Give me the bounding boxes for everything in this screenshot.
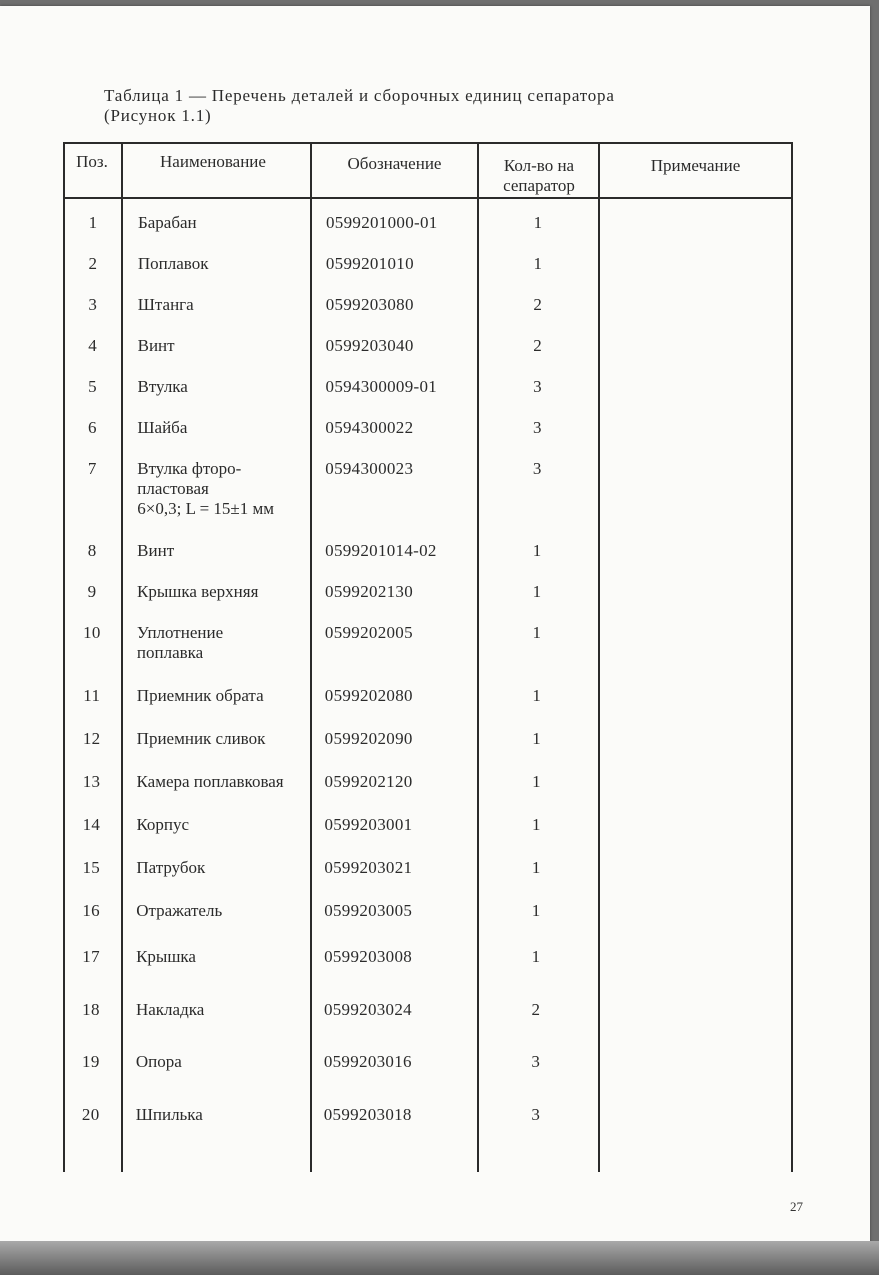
table-caption: [104, 86, 615, 126]
row-qty: 1: [531, 858, 541, 877]
table-right-border: [791, 142, 793, 1172]
row-name: Патрубок: [136, 858, 206, 877]
row-qty: 1: [532, 582, 542, 601]
row-pos: 4: [88, 336, 98, 355]
row-designation: 0599203021: [324, 858, 413, 877]
row-qty: 1: [533, 254, 543, 273]
parts-table: [63, 142, 793, 1172]
row-designation: 0599202130: [325, 582, 414, 601]
row-name: Втулка фторо- пластовая 6×0,3; L = 15±1 мм: [137, 459, 275, 518]
row-pos: 11: [83, 686, 101, 705]
row-qty: 1: [532, 686, 542, 705]
row-designation: 0599202120: [324, 772, 413, 791]
row-name: Приемник обрата: [136, 686, 264, 705]
row-designation: 0599202080: [324, 686, 413, 705]
header-note: Примечание: [650, 156, 741, 175]
row-designation: 0594300009-01: [325, 377, 438, 396]
row-name: Штанга: [137, 295, 194, 314]
row-qty: 1: [532, 541, 542, 560]
row-name: Камера поплавковая: [136, 772, 284, 791]
row-pos: 10: [83, 623, 101, 642]
row-pos: 8: [87, 541, 97, 560]
row-name: Втулка: [137, 377, 188, 396]
header-qty: Кол-во на сепаратор: [503, 156, 575, 195]
row-qty: 1: [532, 815, 541, 834]
row-pos: 20: [81, 1105, 100, 1124]
row-pos: 12: [82, 729, 101, 748]
document-page: [0, 6, 870, 1264]
row-designation: 0599203018: [323, 1105, 412, 1124]
col-divider-2: [310, 142, 312, 1172]
row-qty: 2: [531, 1000, 541, 1019]
row-pos: 15: [82, 858, 101, 877]
row-pos: 2: [88, 254, 98, 273]
row-qty: 2: [533, 295, 543, 314]
row-name: Уплотнение поплавка: [136, 623, 224, 662]
row-pos: 6: [87, 418, 97, 437]
row-qty: 1: [532, 729, 542, 748]
row-qty: 1: [531, 901, 541, 920]
row-designation: 0594300022: [325, 418, 414, 437]
row-designation: 0599201014-02: [325, 541, 437, 560]
row-qty: 1: [532, 623, 542, 642]
caption-line-2: (Рисунок 1.1): [104, 106, 212, 125]
row-designation: 0599203024: [323, 1000, 412, 1019]
row-name: Шайба: [137, 418, 188, 437]
row-name: Крышка: [136, 947, 196, 966]
row-pos: 9: [87, 582, 97, 601]
row-designation: 0599202005: [324, 623, 413, 642]
row-name: Крышка верхняя: [137, 582, 259, 601]
table-header-border: [63, 197, 793, 199]
header-pos: Поз.: [76, 152, 108, 171]
row-designation: 0599201010: [325, 254, 414, 273]
row-designation: 0599201000-01: [326, 213, 438, 232]
row-designation: 0594300023: [325, 459, 414, 478]
header-name: Наименование: [160, 152, 266, 171]
row-qty: 3: [533, 377, 542, 396]
caption-line-1: Таблица 1 — Перечень деталей и сборочных единиц сепаратора: [104, 86, 615, 105]
row-pos: 1: [88, 213, 98, 232]
row-designation: 0599202090: [324, 729, 413, 748]
row-pos: 16: [82, 901, 100, 920]
row-name: Шпилька: [135, 1105, 203, 1124]
page-number: 27: [790, 1199, 803, 1214]
row-name: Приемник сливок: [136, 729, 266, 748]
col-divider-1: [121, 142, 123, 1172]
row-pos: 13: [82, 772, 101, 791]
row-pos: 19: [82, 1052, 100, 1071]
col-divider-4: [598, 142, 600, 1172]
row-qty: 3: [532, 459, 542, 478]
row-designation: 0599203005: [324, 901, 413, 920]
row-qty: 3: [531, 1052, 541, 1071]
row-pos: 5: [88, 377, 97, 396]
table-left-border: [63, 142, 65, 1172]
row-name: Опора: [135, 1052, 182, 1071]
row-pos: 17: [82, 947, 100, 966]
row-name: Винт: [137, 541, 175, 560]
row-name: Корпус: [136, 815, 190, 834]
row-designation: 0599203040: [325, 336, 414, 355]
row-qty: 2: [533, 336, 543, 355]
table-top-border: [63, 142, 793, 144]
header-designation: Обозначение: [347, 154, 442, 173]
row-designation: 0599203001: [324, 815, 413, 834]
row-pos: 18: [82, 1000, 100, 1019]
row-name: Барабан: [138, 213, 197, 232]
row-name: Накладка: [135, 1000, 205, 1019]
row-qty: 1: [532, 772, 541, 791]
row-name: Винт: [137, 336, 175, 355]
row-pos: 14: [82, 815, 101, 834]
row-pos: 7: [87, 459, 97, 478]
row-designation: 0599203016: [323, 1052, 412, 1071]
row-qty: 3: [531, 1105, 541, 1124]
scan-edge: [0, 1241, 879, 1275]
row-qty: 1: [533, 213, 543, 232]
row-name: Отражатель: [136, 901, 223, 920]
row-qty: 1: [531, 947, 541, 966]
row-designation: 0599203008: [324, 947, 413, 966]
row-designation: 0599203080: [325, 295, 414, 314]
row-pos: 3: [88, 295, 98, 314]
row-qty: 3: [532, 418, 542, 437]
row-name: Поплавок: [137, 254, 209, 273]
